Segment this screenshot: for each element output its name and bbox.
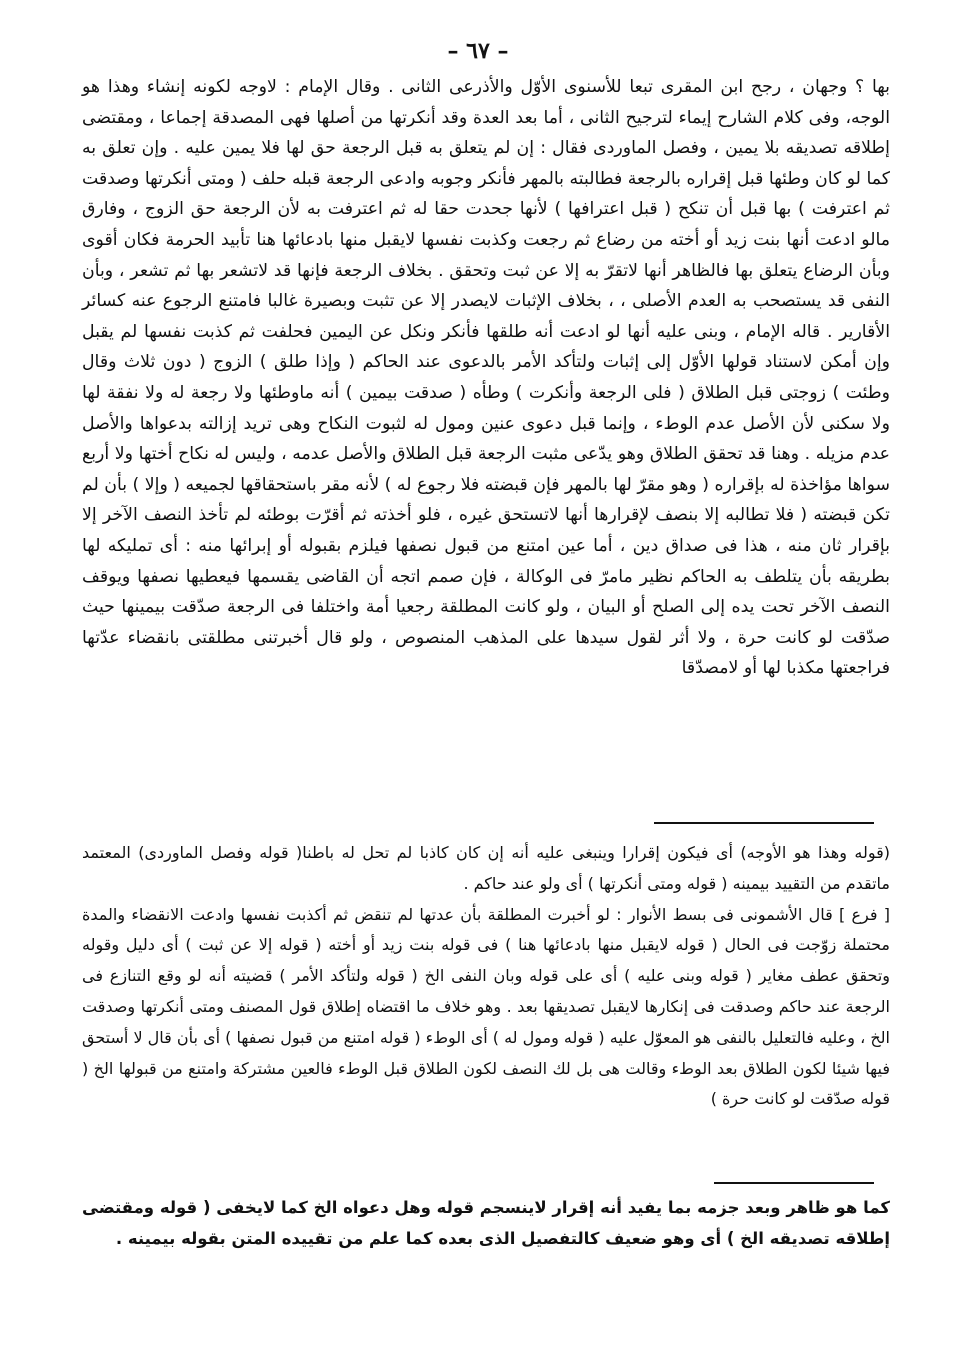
footnote-paragraph: كما هو ظاهر وبعد جزمه بما يفيد أنه إقرار لاينسجم قوله وهل دعواه الخ كما لايخفى ( قوله ومقتضى إطلاقه تصديقه الخ ) أى وهو ضعيف كالتفصيل الذى بعده كما علم من تقييده المتن بقوله بيمينه .: [82, 1198, 890, 1248]
footnote-paragraph: [ فرع ] قال الأشمونى فى بسط الأنوار : لو أخبرت المطلقة بأن عدتها لم تنقض ثم أكذبت نفسها وادعت الانقضاء والمدة محتملة زوّجت فى الحال ( قوله لايقبل منها بادعائها هنا ) فى قوله بنت زيد أو أخته ( قوله إلا عن ثبت ) أى دليل وقوله وتحقق عطف مغاير ( قوله وبنى عليه ) أى على قوله وبان النفى الخ ( قوله ولتأكد الأمر ) قضيته أنه لو وقع التنازع فى الرجعة عند حاكم وصدقت فى إنكارها لايقبل تصديقها بعد . وهو خلاف ما اقتضاه إطلاق قول المصنف ومتى أنكرتها وصدقت الخ ، وعليه فالتعليل بالنفى هو المعوّل عليه ( قوله ومول له ) أى الوطء ( قوله امتنع من قبول نصفها ) أى بأن قال لا أستحق فيها شيئا لكون الطلاق بعد الوطء وقالت هى بل لك النصف لكون الطلاق قبل الوطء فالعين مشتركة وامتنع من قبولها الخ ( قوله صدّقت لو كانت حرة ): [82, 904, 890, 1109]
footnote-paragraph: (قوله وهذا هو الأوجه) أى فيكون إقرارا وينبغى عليه أنه إن كان كاذبا لم تحل له باطنا( قوله وفصل الماوردى) المعتمد ماتقدم من التقييد بيمينه ( قوله ومتى أنكرتها ) أى ولو عند حاكم .: [82, 843, 890, 893]
footnotes-section: [82, 838, 890, 1115]
footnote-separator: [654, 822, 874, 824]
main-paragraph: بها ؟ وجهان ، رجح ابن المقرى تبعا للأسنوى الأوّل والأذرعى الثانى . وقال الإمام : لاوجه لكونه إنشاء وهذا هو الوجه، وفى كلام الشارح إيماء لترجيح الثانى ، أما بعد العدة وقد أنكرتها من أصلها فهى المصدقة إجماعا ، ومقتضى إطلاقه تصديقه بلا يمين ، وفصل الماوردى فقال : إن لم يتعلق به قبل الرجعة حق لها فلا يمين عليه . وإن تعلق به كما لو كان وطئها قبل إقراره بالرجعة فطالبته بالمهر فأنكر وجوبه وادعى الرجعة قبله حلف ( ومتى أنكرتها وصدقت ثم اعترفت ) بها قبل أن تنكح ( قبل اعترافها ) لأنها جحدت حقا له ثم اعترفت به لأن الرجعة حق الزوج ، وفارق مالو ادعت أنها بنت زيد أو أخته من رضاع ثم رجعت وكذبت نفسها لايقبل منها بادعائها هنا تأبيد الحرمة فكان أقوى وبأن الرضاع يتعلق بها فالظاهر أنها لاتقرّ به إلا عن ثبت وتحقق . بخلاف الرجعة فإنها قد لاتشعر بها ثم تشعر ، وبأن النفى قد يستصحب به العدم الأصلى ، ، بخلاف الإثبات لايصدر إلا عن تثبت وبصيرة غالبا فامتنع الرجوع عنه كسائر الأقارير . قاله الإمام ، وبنى عليه أنها لو ادعت أنه طلقها فأنكر ونكل عن اليمين فحلفت ثم كذبت نفسها لم يقبل وإن أمكن لاستناد قولها الأوّل إلى إثبات ولتأكد الأمر بالدعوى عند الحاكم ( وإذا طلق ) الزوج ( دون ثلاث وقال وطئت ) زوجتى قبل الطلاق ( فلى الرجعة وأنكرت ) وطأه ( صدقت بيمين ) أنه ماوطئها ولا رجعة له ولا نفقة لها ولا سكنى لأن الأصل عدم الوطء ، وإنما قبل دعوى عنين ومول له لثبوت النكاح وهى تريد إزالته بدعواها والأصل عدم مزيله . وهنا قد تحقق الطلاق وهو يدّعى مثبت الرجعة قبل الطلاق والأصل عدمه ، وليس له نكاح أختها ولا أربع سواها مؤاخذة له بإقراره ( وهو مقرّ لها بالمهر فإن قبضته فلا رجوع له ) لأنه مقر باستحقاقها لجميعه ( وإلا ) بأن لم تكن قبضته ( فلا تطالبه إلا بنصف لإقرارها أنها لاتستحق غيره ، فلو أخذته ثم أقرّت بوطئه لم تأخذ النصف الآخر إلا بإقرار ثان منه ، هذا فى صداق دين ، أما عين امتنع من قبول نصفها فيلزم بقبوله أو إبرائها منه : أى تمليكه لها بطريقه بأن يتلطف به الحاكم نظير مامرّ فى الوكالة ، فإن صمم اتجه أن القاضى يقسمها فيعطيها نصفها ويوقف النصف الآخر تحت يده إلى الصلح أو البيان ، ولو كانت المطلقة رجعيا أمة واختلفا فى الرجعة صدّقت بيمينها حيث صدّقت لو كانت حرة ، ولا أثر لقول سيدها على المذهب المنصوص ، ولو قال أخبرتنى مطلقتى بانقضاء عدّتها فراجعتها مكذبا لها أو لامصدّقا: [82, 77, 890, 679]
main-text: [82, 72, 890, 684]
page-number: – ٦٧ –: [447, 38, 509, 64]
second-footnote-separator: [714, 1182, 874, 1184]
second-footnotes-section: [82, 1192, 890, 1254]
